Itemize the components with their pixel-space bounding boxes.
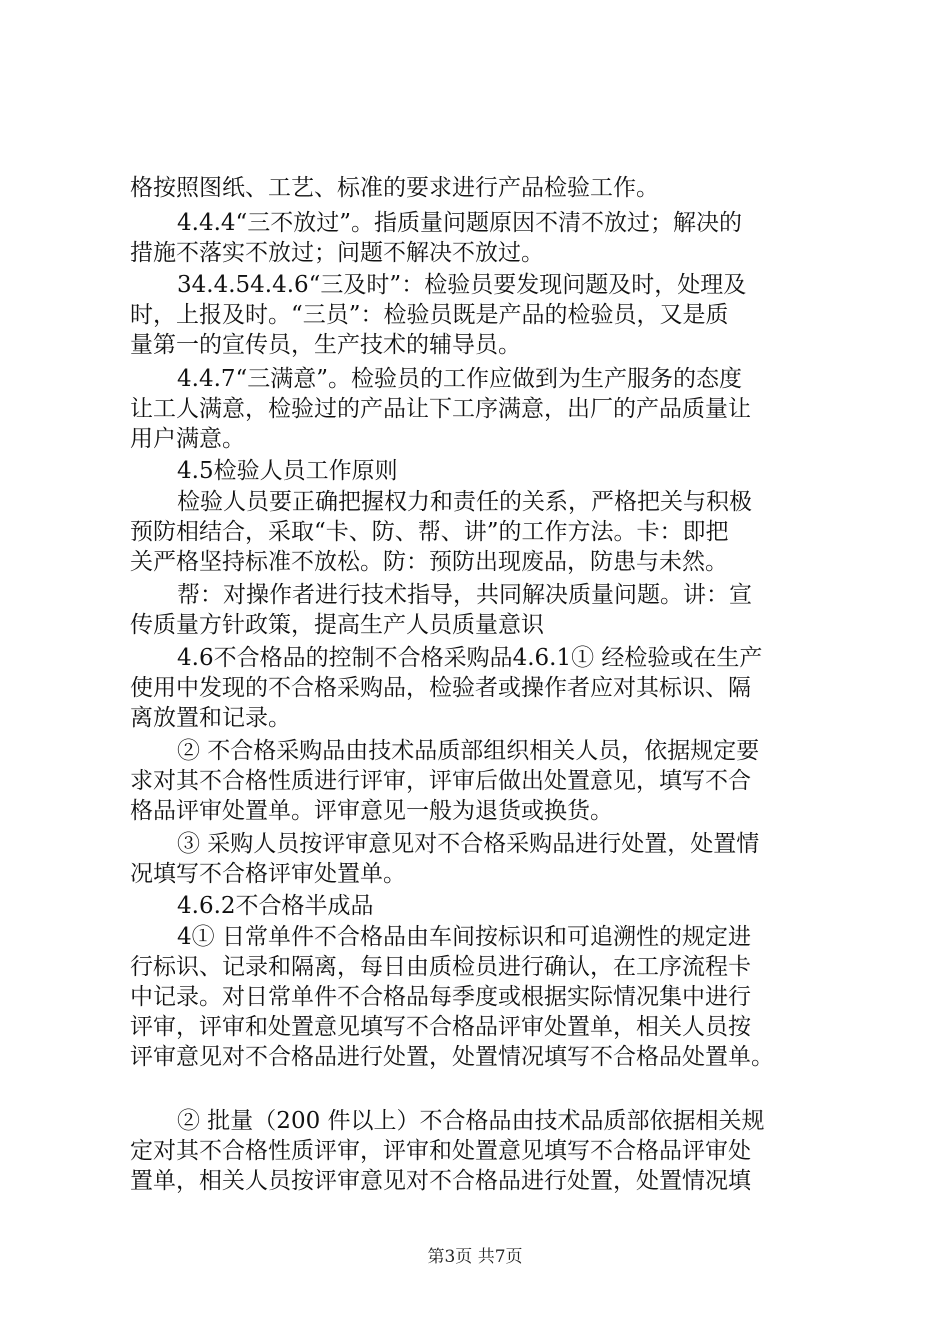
text-line: 帮：对操作者进行技术指导，共同解决质量问题。讲：宣 [177, 582, 752, 608]
text-line: 4.4.7“三满意”。检验员的工作应做到为生产服务的态度 [177, 366, 743, 392]
text-line: 使用中发现的不合格采购品，检验者或操作者应对其标识、隔 [130, 675, 751, 701]
text-line: 置单，相关人员按评审意见对不合格品进行处置，处置情况填 [130, 1168, 751, 1194]
text-line: 离放置和记录。 [130, 705, 291, 731]
text-line: 评审意见对不合格品进行处置，处置情况填写不合格品处置单。 [130, 1044, 774, 1070]
text-line: 传质量方针政策，提高生产人员质量意识 [130, 612, 544, 638]
text-line: ② 批量（200 件以上）不合格品由技术品质部依据相关规 [177, 1108, 765, 1134]
text-line: 中记录。对日常单件不合格品每季度或根据实际情况集中进行 [130, 984, 751, 1010]
text-line: 4.6不合格品的控制不合格采购品4.6.1① 经检验或在生产 [177, 645, 763, 671]
text-line: ③ 采购人员按评审意见对不合格采购品进行处置，处置情 [177, 831, 760, 857]
text-line: 34.4.54.4.6“三及时”：检验员要发现问题及时，处理及 [177, 272, 747, 298]
text-line: 况填写不合格评审处置单。 [130, 861, 406, 887]
text-line: 时，上报及时。“三员”：检验员既是产品的检验员，又是质 [130, 302, 729, 328]
text-line: 求对其不合格性质进行评审，评审后做出处置意见，填写不合 [130, 768, 751, 794]
page-number-footer: 第3页 共7页 [427, 1247, 523, 1267]
text-line: ② 不合格采购品由技术品质部组织相关人员，依据规定要 [177, 738, 760, 764]
text-line: 措施不落实不放过；问题不解决不放过。 [130, 240, 544, 266]
text-line: 关严格坚持标准不放松。防：预防出现废品，防患与未然。 [130, 549, 728, 575]
text-line: 行标识、记录和隔离，每日由质检员进行确认，在工序流程卡 [130, 954, 751, 980]
text-line: 格按照图纸、工艺、标准的要求进行产品检验工作。 [130, 175, 659, 201]
text-line: 检验人员要正确把握权力和责任的关系，严格把关与积极 [177, 489, 752, 515]
text-line: 让工人满意，检验过的产品让下工序满意，出厂的产品质量让 [130, 396, 751, 422]
text-line: 预防相结合，采取“卡、防、帮、讲”的工作方法。卡：即把 [130, 519, 729, 545]
text-line: 量第一的宣传员，生产技术的辅导员。 [130, 332, 521, 358]
text-line: 定对其不合格性质评审，评审和处置意见填写不合格品评审处 [130, 1138, 751, 1164]
section-heading: 4.6.2不合格半成品 [177, 893, 374, 919]
section-heading: 4.5检验人员工作原则 [177, 458, 398, 484]
text-line: 4.4.4“三不放过”。指质量问题原因不清不放过；解决的 [177, 210, 743, 236]
text-line: 4① 日常单件不合格品由车间按标识和可追溯性的规定进 [177, 924, 751, 950]
text-line: 评审，评审和处置意见填写不合格品评审处置单，相关人员按 [130, 1014, 751, 1040]
text-line: 用户满意。 [130, 426, 245, 452]
text-line: 格品评审处置单。评审意见一般为退货或换货。 [130, 798, 613, 824]
